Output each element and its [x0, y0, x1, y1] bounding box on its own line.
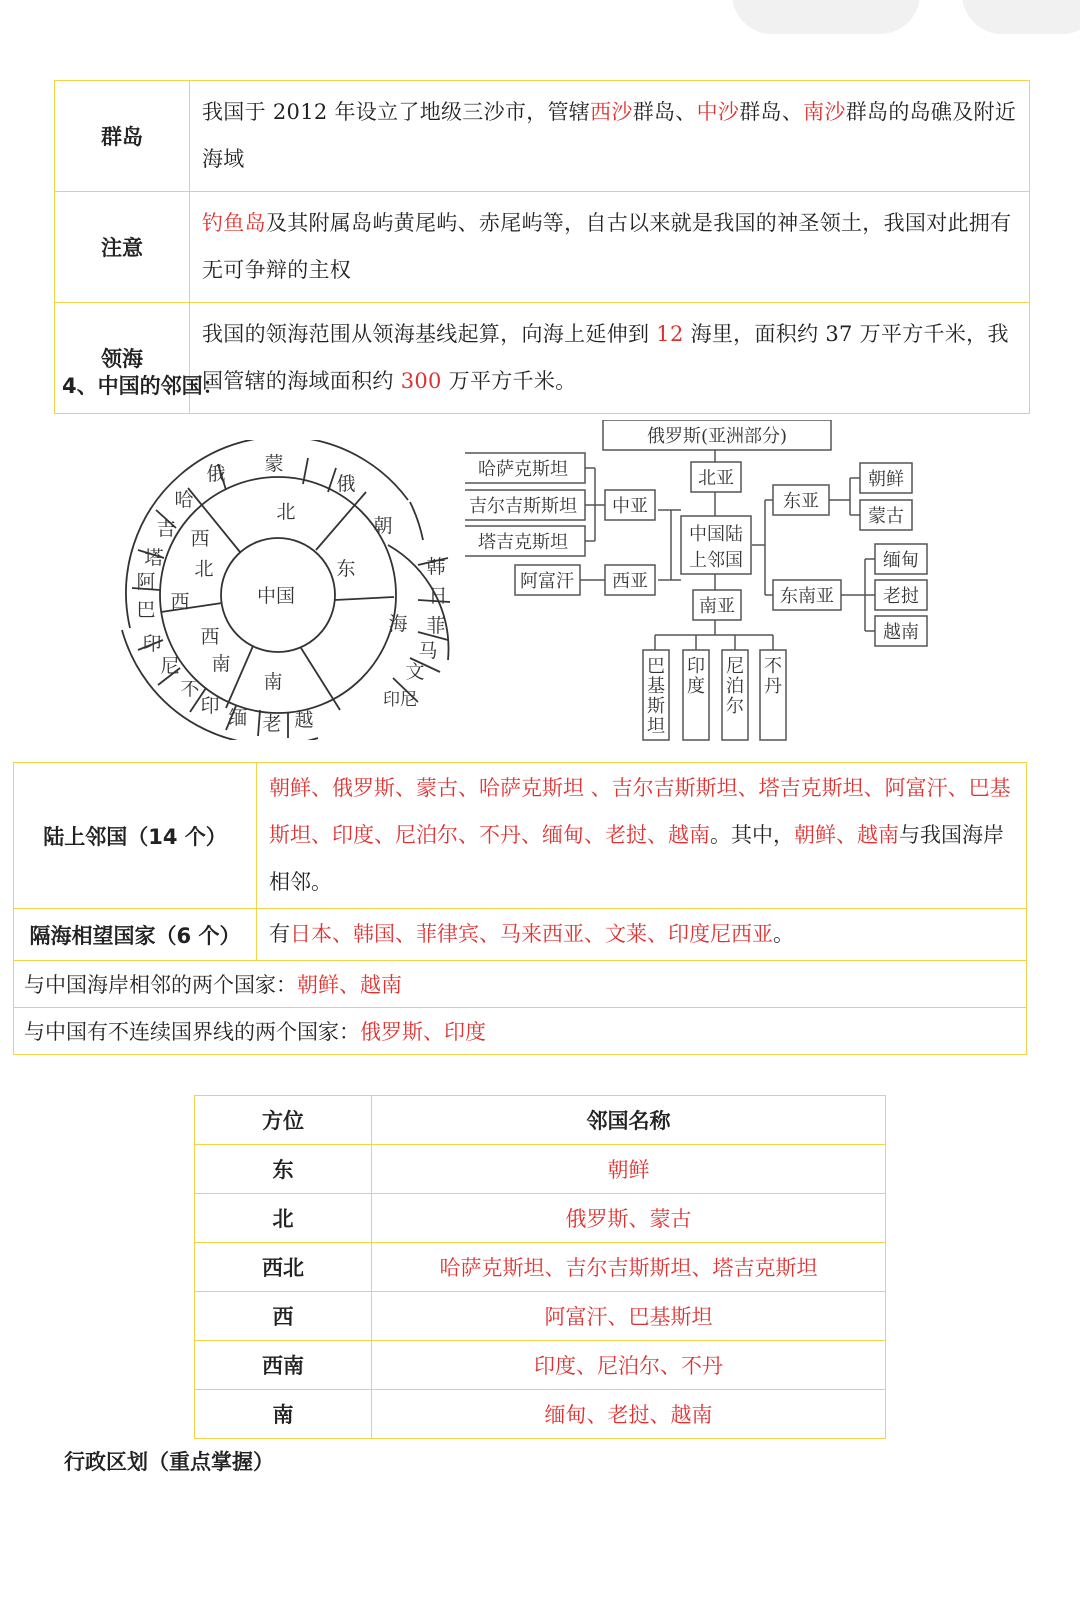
tree-root: 俄罗斯(亚洲部分) — [646, 426, 788, 447]
row-names: 阿富汗、巴基斯坦 — [372, 1292, 886, 1341]
row-key: 陆上邻国（14 个） — [14, 763, 257, 909]
wheel-sw-bottom: 南 — [211, 653, 231, 675]
top-decoration-right — [962, 0, 1080, 34]
table-row — [14, 1008, 1027, 1055]
outer-label: 不 — [180, 678, 200, 700]
table-row — [14, 763, 1027, 909]
top-decoration-left — [732, 0, 920, 34]
row-key: 领海 — [55, 303, 190, 414]
section-heading-neighbors: 4、中国的邻国： — [62, 374, 224, 398]
row-names: 哈萨克斯坦、吉尔吉斯斯坦、塔吉克斯坦 — [372, 1243, 886, 1292]
outer-label: 朝 — [373, 515, 393, 537]
outer-label: 老 — [262, 713, 282, 735]
tree-leaf: 印 — [687, 656, 705, 677]
row-value: 我国于 2012 年设立了地级三沙市，管辖西沙群岛、中沙群岛、南沙群岛的岛礁及附近海域 — [190, 81, 1030, 192]
sea-territory-table — [54, 80, 1030, 414]
outer-arc-east — [410, 502, 423, 540]
tree-center: 上邻国 — [689, 550, 743, 571]
outer-label: 巴 — [136, 599, 156, 621]
outer-label: 阿 — [136, 571, 156, 593]
tree-leaf: 塔吉克斯坦 — [478, 532, 568, 553]
tree-leaf: 尔 — [726, 696, 744, 717]
tree-south-asia: 南亚 — [699, 596, 735, 617]
wheel-west: 西 — [170, 591, 190, 613]
outer-label: 韩 — [426, 556, 446, 578]
wheel-sw-top: 西 — [200, 626, 220, 648]
outer-label: 越 — [294, 709, 314, 731]
outer-label: 菲 — [426, 615, 446, 637]
outer-label: 吉 — [156, 518, 176, 540]
outer-label: 哈 — [174, 489, 194, 511]
table-row — [195, 1194, 886, 1243]
neighbor-summary-table — [13, 762, 1027, 1055]
row-value: 我国的领海范围从领海基线起算，向海上延伸到 12 海里，面积约 37 万平方千米，我国管辖的海域面积约 300 万平方千米。 — [190, 303, 1030, 414]
wheel-nw-top: 西 — [190, 528, 210, 550]
tree-leaf: 斯 — [647, 696, 665, 717]
row-direction: 西南 — [195, 1341, 372, 1390]
table-row — [55, 192, 1030, 303]
tree-leaf: 度 — [687, 676, 705, 697]
wheel-sea: 海 — [388, 613, 408, 635]
table-header-row — [195, 1096, 886, 1145]
row-key: 群岛 — [55, 81, 190, 192]
row-value: 与中国有不连续国界线的两个国家：俄罗斯、印度 — [14, 1008, 1027, 1055]
tree-southeast-asia: 东南亚 — [780, 586, 834, 607]
row-names: 朝鲜 — [372, 1145, 886, 1194]
row-value: 与中国海岸相邻的两个国家：朝鲜、越南 — [14, 961, 1027, 1008]
table-row — [195, 1145, 886, 1194]
table-row — [195, 1390, 886, 1439]
tree-east-asia: 东亚 — [783, 491, 819, 512]
table-row — [195, 1243, 886, 1292]
tree-west-asia: 西亚 — [612, 571, 648, 592]
outer-label: 文 — [405, 661, 425, 683]
neighbor-region-tree — [465, 420, 945, 745]
tree-leaf: 尼 — [726, 656, 744, 677]
tree-leaf: 基 — [647, 676, 665, 697]
tree-central-asia: 中亚 — [612, 496, 648, 517]
row-names: 缅甸、老挝、越南 — [372, 1390, 886, 1439]
table-row — [14, 961, 1027, 1008]
tree-leaf: 朝鲜 — [868, 469, 904, 490]
outer-label: 蒙 — [264, 453, 284, 475]
outer-label: 缅 — [228, 707, 248, 729]
tree-leaf: 坦 — [647, 716, 665, 737]
tree-north-asia: 北亚 — [698, 468, 734, 489]
section-heading-admin: 行政区划（重点掌握） — [64, 1450, 274, 1474]
outer-label: 印 — [200, 695, 220, 717]
table-row — [55, 81, 1030, 192]
tree-leaf: 巴 — [647, 656, 665, 677]
row-direction: 西北 — [195, 1243, 372, 1292]
table-row — [195, 1292, 886, 1341]
row-direction: 东 — [195, 1145, 372, 1194]
tree-center: 中国陆 — [689, 524, 743, 545]
neighbor-wheel-diagram — [118, 440, 458, 740]
outer-label: 印尼 — [383, 690, 417, 710]
row-direction: 南 — [195, 1390, 372, 1439]
wheel-nw-bottom: 北 — [194, 558, 214, 580]
direction-neighbor-table — [194, 1095, 886, 1439]
row-direction: 北 — [195, 1194, 372, 1243]
header-direction: 方位 — [195, 1096, 372, 1145]
row-value: 朝鲜、俄罗斯、蒙古、哈萨克斯坦 、吉尔吉斯斯坦、塔吉克斯坦、阿富汗、巴基斯坦、印度、尼泊尔、不丹、缅甸、老挝、越南。其中，朝鲜、越南与我国海岸相邻。 — [257, 763, 1027, 909]
outer-label: 俄 — [336, 473, 356, 495]
row-key: 隔海相望国家（6 个） — [14, 909, 257, 961]
row-names: 印度、尼泊尔、不丹 — [372, 1341, 886, 1390]
header-names: 邻国名称 — [372, 1096, 886, 1145]
tree-leaf: 越南 — [883, 622, 919, 643]
outer-label: 日 — [428, 585, 448, 607]
tree-leaf: 缅甸 — [883, 550, 919, 571]
row-value: 有日本、韩国、菲律宾、马来西亚、文莱、印度尼西亚。 — [257, 909, 1027, 961]
outer-label: 尼 — [160, 655, 180, 677]
outer-label: 印 — [142, 633, 162, 655]
wheel-center: 中国 — [256, 585, 296, 607]
tree-leaf: 蒙古 — [868, 506, 904, 527]
outer-label: 马 — [418, 640, 438, 662]
wheel-north: 北 — [276, 501, 296, 523]
row-key: 注意 — [55, 192, 190, 303]
table-row — [195, 1341, 886, 1390]
tree-leaf: 吉尔吉斯斯坦 — [469, 496, 577, 517]
tree-leaf: 阿富汗 — [520, 571, 574, 592]
table-row — [14, 909, 1027, 961]
wheel-south: 南 — [263, 671, 283, 693]
row-names: 俄罗斯、蒙古 — [372, 1194, 886, 1243]
tree-leaf: 泊 — [726, 676, 744, 697]
outer-label: 塔 — [144, 547, 164, 569]
tree-leaf: 不 — [764, 656, 782, 677]
tree-leaf: 哈萨克斯坦 — [478, 459, 568, 480]
tree-leaf: 丹 — [764, 676, 782, 697]
wheel-east: 东 — [336, 558, 356, 580]
tree-leaf: 老挝 — [883, 586, 919, 607]
outer-label: 俄 — [206, 463, 226, 485]
row-direction: 西 — [195, 1292, 372, 1341]
row-value: 钓鱼岛及其附属岛屿黄尾屿、赤尾屿等，自古以来就是我国的神圣领土，我国对此拥有无可争辩的主权 — [190, 192, 1030, 303]
